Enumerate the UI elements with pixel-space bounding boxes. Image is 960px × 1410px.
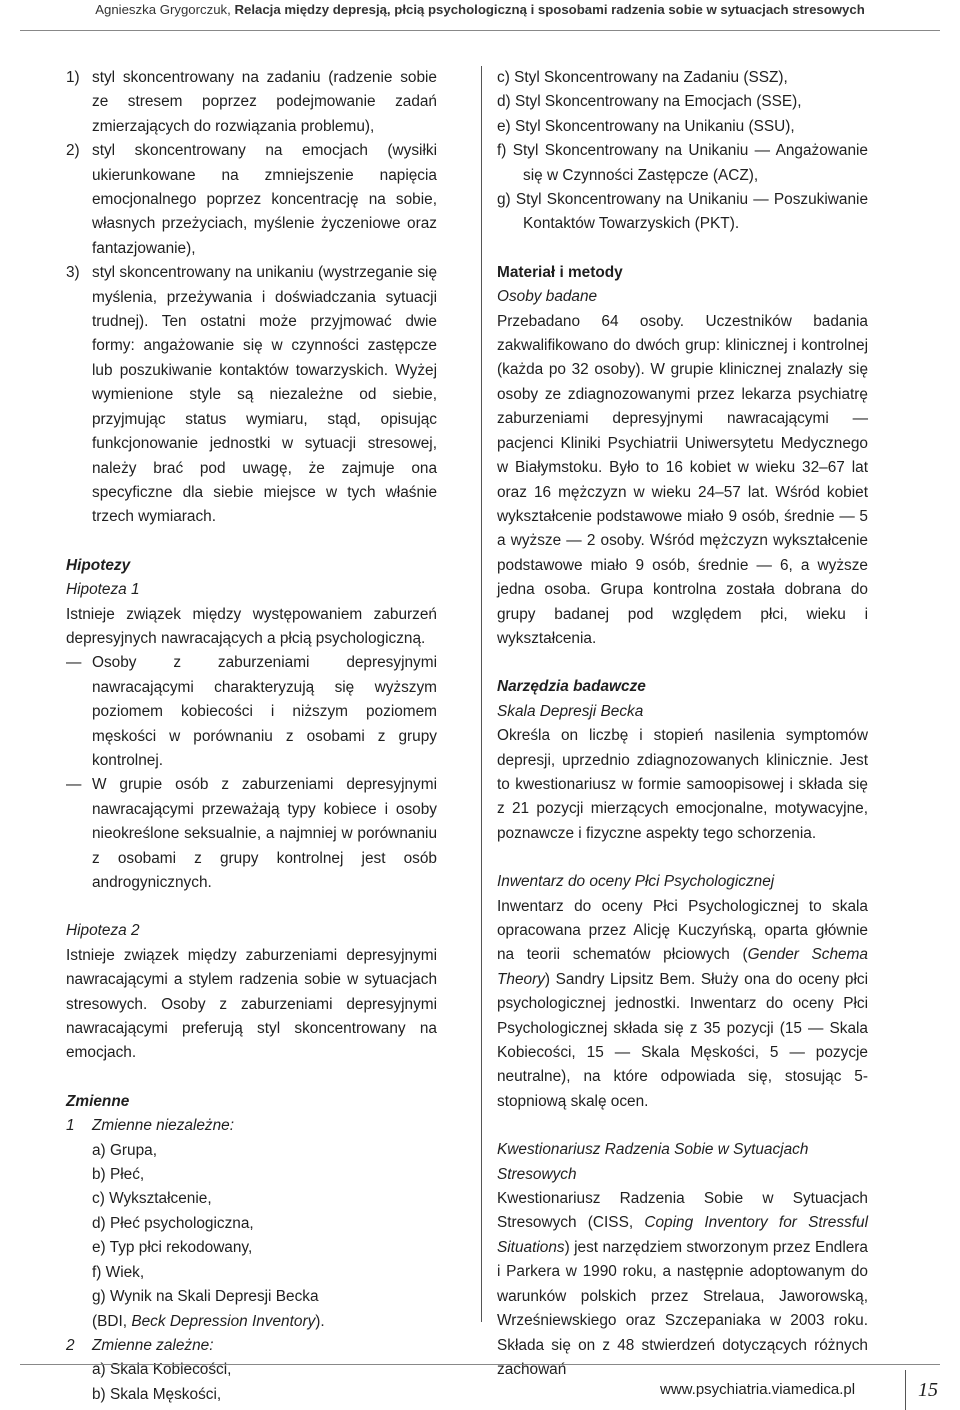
section-heading-material: Materiał i metody	[497, 263, 623, 281]
list-item: g) Styl Skoncentrowany na Unikaniu — Poszukiwanie Kontaktów Towarzyskich (PKT).	[497, 191, 868, 233]
list-item: e) Typ płci rekodowany,	[92, 1239, 253, 1257]
subheading-beck: Skala Depresji Becka	[497, 702, 644, 720]
running-header	[0, 0, 960, 34]
right-column	[497, 66, 868, 1382]
list-item: f) Styl Skoncentrowany na Unikaniu — Angażowanie się w Czynności Zastępcze (ACZ),	[497, 142, 868, 184]
footer-rule	[20, 1364, 940, 1365]
inwentarz-text: Inwentarz do oceny Płci Psychologicznej to skala opracowana przez Alicję Kuczyńską, oparta głównie na teorii schematów płciowych (Gender Schema Theory) Sandry Lipsitz Bem. Służy ona do oceny płci psychologicznej jednostki. Inwentarz do oceny Płci Psychologicznej składa się z 35 pozycji (15 — Skala Kobiecości, 15 — Skala Męskości, 5 — pozycje neutralne), na które odpowiada się, stosując 5-stopniową skalę ocen.	[497, 897, 868, 1110]
list-item: a) Skala Kobiecości,	[92, 1361, 232, 1379]
list-item: c) Wykształcenie,	[92, 1190, 212, 1208]
list-item: b) Płeć,	[92, 1166, 145, 1184]
hipoteza-2-text: Istnieje związek między zaburzeniami depresyjnymi nawracającymi a stylem radzenia sobie w sytuacjach stresowych. Osoby z zaburzeniami depresyjnymi nawracającymi preferują styl skoncentrowany na emocjach.	[66, 946, 437, 1062]
column-divider	[481, 66, 482, 1322]
list-item: c) Styl Skoncentrowany na Zadaniu (SSZ),	[497, 69, 788, 86]
list-item: g) Wynik na Skali Depresji Becka	[92, 1288, 319, 1306]
page-number: 15	[918, 1379, 938, 1401]
list-item: 1) styl skoncentrowany na zadaniu (radzenie sobie ze stresem poprzez podejmowanie zadań zmierzających do rozwiązania problemu),	[66, 69, 437, 135]
header-author: Agnieszka Grygorczuk,	[95, 2, 231, 17]
subheading-osoby-badane: Osoby badane	[497, 288, 598, 306]
subheading-inwentarz: Inwentarz do oceny Płci Psychologicznej	[497, 873, 775, 891]
list-item: — Osoby z zaburzeniami depresyjnymi nawracającymi charakteryzują się wyższym poziomem kobiecości i niższym poziomem męskości w porównaniu z osobami z grupy kontrolnej.	[66, 654, 437, 769]
section-heading-zmienne: Zmienne	[66, 1092, 130, 1110]
list-item: a) Grupa,	[92, 1141, 158, 1159]
list-item: e) Styl Skoncentrowany na Unikaniu (SSU),	[497, 117, 795, 135]
section-heading-hipotezy: Hipotezy	[66, 556, 131, 574]
list-item: 2) styl skoncentrowany na emocjach (wysiłki ukierunkowane na zmniejszenie napięcia emocjonalnego poprzez koncentrację na sobie, własnych przeżyciach, myślenie życzeniowe oraz fantazjowanie),	[66, 142, 437, 257]
hipoteza-1-text: Istnieje związek między występowaniem zaburzeń depresyjnych nawracających a płcią psychologiczną.	[66, 605, 437, 647]
dependent-variables-heading: 2 Zmienne zależne:	[66, 1336, 214, 1354]
section-heading-narzedzia: Narzędzia badawcze	[497, 678, 646, 696]
subheading-hipoteza-2: Hipoteza 2	[66, 922, 140, 940]
footer-divider	[905, 1370, 906, 1410]
ciss-text: Kwestionariusz Radzenia Sobie w Sytuacjach Stresowych (CISS, Coping Inventory for Stressful Situations) jest narzędziem stworzonym przez Endlera i Parkera w 1990 roku, a następnie adoptowanym do warunków polskich przez Strelaua, Jaworowską, Wrześniewskiego oraz Szczepaniaka w 2003 roku. Składa się on z 48 stwierdzeń dotyczących różnych zachowań	[497, 1190, 868, 1378]
list-item: d) Styl Skoncentrowany na Emocjach (SSE),	[497, 93, 802, 111]
subheading-hipoteza-1: Hipoteza 1	[66, 581, 140, 599]
independent-variables-heading: 1 Zmienne niezależne:	[66, 1117, 235, 1135]
osoby-badane-text: Przebadano 64 osoby. Uczestników badania zakwalifikowano do dwóch grup: klinicznej i kontrolnej (każda po 32 osoby). W grupie klinicznej znalazły się osoby ze zdiagnozowanymi przez lekarza psychiatrę zaburzeniami depresyjnymi nawracającymi — pacjenci Kliniki Psychiatrii Uniwersytetu Medycznego w Białymstoku. Było to 16 kobiet w wieku 32–67 lat oraz 16 mężczyzn w wieku 24–57 lat. Wśród kobiet wykształcenie podstawowe miało 9 osób, średnie — 5 a wyższe — 2 osoby. Wśród mężczyzn wykształcenie podstawowe miało 9 osób, średnie — 6, a wyższe jedna osoba. Grupa kontrolna została dobrana do grupy badanej pod względem płci, wieku i wykształcenia.	[497, 312, 868, 647]
header-title: Relacja między depresją, płcią psychologiczną i sposobami radzenia sobie w sytuacjach stresowych	[234, 2, 865, 17]
list-item: b) Skala Męskości,	[92, 1385, 222, 1403]
subheading-ciss: Kwestionariusz Radzenia Sobie w Sytuacjach Stresowych	[497, 1141, 809, 1183]
list-item: d) Płeć psychologiczna,	[92, 1214, 254, 1232]
beck-text: Określa on liczbę i stopień nasilenia symptomów depresji, uprzednio zdiagnozowanych klinicznie. Jest to kwestionariusz w formie samoopisowej i składa się z 21 pozycji mierzących emocjonalne, motywacyjne, poznawcze i fizyczne aspekty tego schorzenia.	[497, 727, 868, 842]
header-rule	[20, 30, 940, 31]
left-column	[66, 66, 437, 1407]
list-item: — W grupie osób z zaburzeniami depresyjnymi nawracającymi przeważają typy kobiece i osoby nieokreślone seksualnie, a najmniej w porównaniu z osobami z grupy kontrolnej jest osób androgynicznych.	[66, 776, 437, 891]
bdi-line: (BDI, Beck Depression Inventory).	[92, 1312, 325, 1330]
footer-url[interactable]: www.psychiatria.viamedica.pl	[660, 1381, 856, 1398]
list-item: 3) styl skoncentrowany na unikaniu (wystrzeganie się myślenia, przeżywania i doświadczania sytuacji trudnej). Ten ostatni może przyjmować dwie formy: angażowanie się w czynności zastępcze lub poszukiwanie kontaktów towarzyskich. Wyżej wymienione style są niezależne od siebie, przyjmując status wymiaru, stąd, opisując funkcjonowanie jednostki w sytuacji stresowej, należy brać pod uwagę, że zajmuje ona specyficzne dla siebie miejsce w tych właśnie trzech wymiarach.	[66, 264, 437, 526]
list-item: f) Wiek,	[92, 1263, 145, 1281]
